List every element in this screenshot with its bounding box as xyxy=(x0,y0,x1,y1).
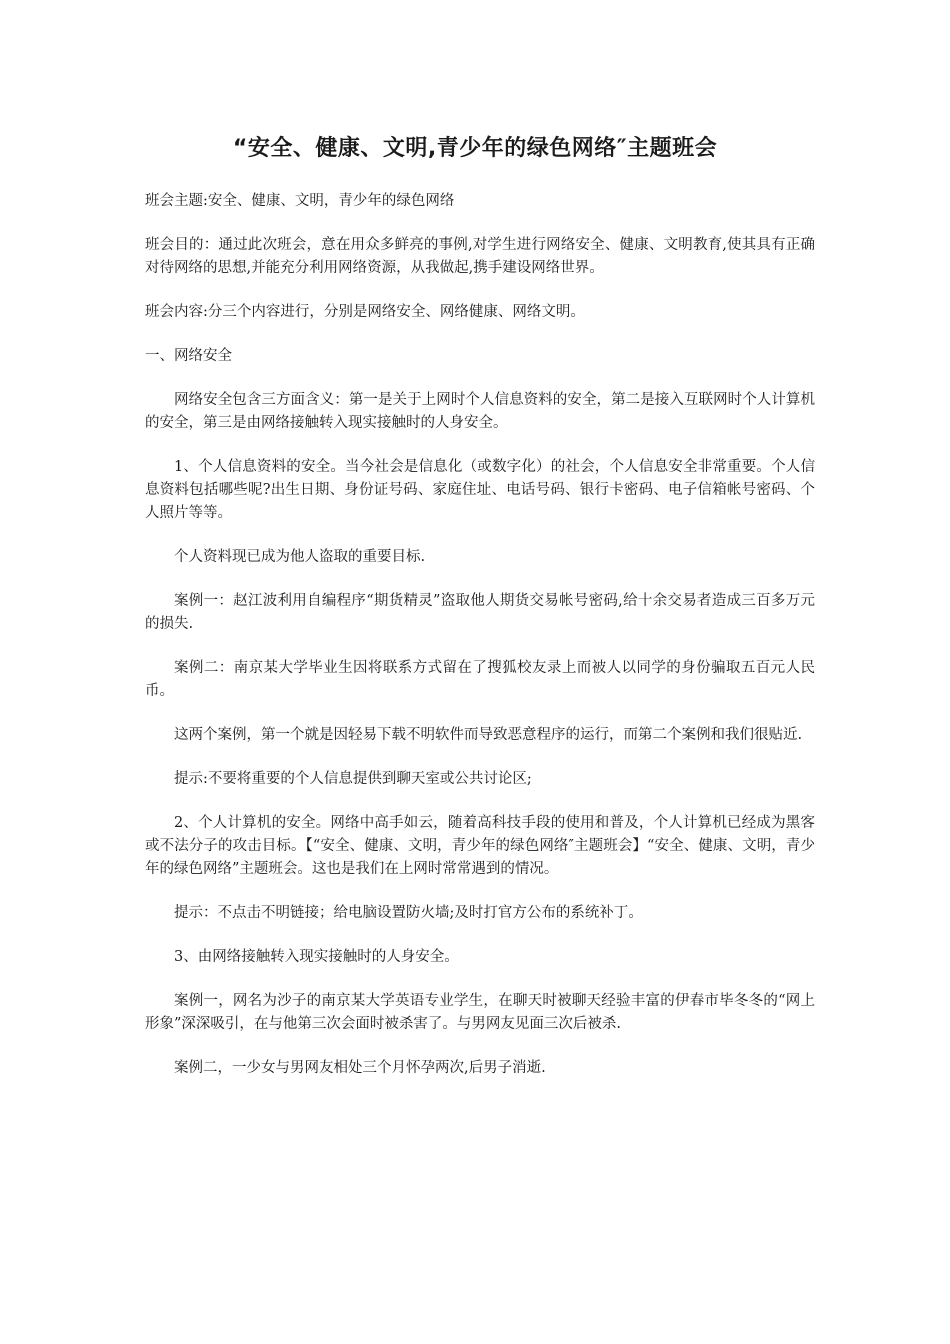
paragraph: 3、由网络接触转入现实接触时的人身安全。 xyxy=(174,949,459,965)
document-body xyxy=(145,190,815,1101)
paragraph: 案例一：赵江波利用自编程序“期货精灵”盗取他人期货交易帐号密码,给十余交易者造成三百多万元的损失. xyxy=(145,593,815,632)
paragraph: 班会目的：通过此次班会，意在用众多鲜亮的事例,对学生进行网络安全、健康、文明教育,使其具有正确对待网络的思想,并能充分利用网络资源，从我做起,携手建设网络世界。 xyxy=(145,237,815,276)
paragraph: 2、个人计算机的安全。网络中高手如云，随着高科技手段的使用和普及，个人计算机已经成为黑客或不法分子的攻击目标。【“安全、健康、文明，青少年的绿色网络″主题班会】“安全、健康、文明，青少年的绿色网络”主题班会。这也是我们在上网时常常遇到的情况。 xyxy=(145,815,815,877)
paragraph: 案例二，一少女与男网友相处三个月怀孕两次,后男子消逝. xyxy=(174,1060,546,1076)
paragraph: 提示：不点击不明链接；给电脑设置防火墙;及时打官方公布的系统补丁。 xyxy=(174,905,643,921)
paragraph: 案例一，网名为沙子的南京某大学英语专业学生，在聊天时被聊天经验丰富的伊春市毕冬冬的“网上形象”深深吸引，在与他第三次会面时被杀害了。与男网友见面三次后被杀. xyxy=(145,993,815,1032)
document-title: “安全、健康、文明,青少年的绿色网络″主题班会 xyxy=(232,136,718,161)
paragraph: 这两个案例，第一个就是因轻易下载不明软件而导致恶意程序的运行，而第二个案例和我们很贴近. xyxy=(174,727,803,743)
paragraph: 班会主题:安全、健康、文明，青少年的绿色网络 xyxy=(145,193,455,209)
section-heading: 一、网络安全 xyxy=(145,348,232,364)
paragraph: 案例二：南京某大学毕业生因将联系方式留在了搜狐校友录上而被人以同学的身份骗取五百元人民币。 xyxy=(145,660,815,699)
paragraph: 个人资料现已成为他人盗取的重要目标. xyxy=(174,549,426,565)
paragraph: 提示:不要将重要的个人信息提供到聊天室或公共讨论区; xyxy=(174,771,532,787)
paragraph: 网络安全包含三方面含义：第一是关于上网时个人信息资料的安全，第二是接入互联网时个人计算机的安全，第三是由网络接触转入现实接触时的人身安全。 xyxy=(145,392,815,431)
paragraph: 班会内容:分三个内容进行，分别是网络安全、网络健康、网络文明。 xyxy=(145,304,585,320)
paragraph: 1、个人信息资料的安全。当今社会是信息化（或数字化）的社会，个人信息安全非常重要。个人信息资料包括哪些呢?出生日期、身份证号码、家庭住址、电话号码、银行卡密码、电子信箱帐号密码、个人照片等等。 xyxy=(145,459,815,521)
